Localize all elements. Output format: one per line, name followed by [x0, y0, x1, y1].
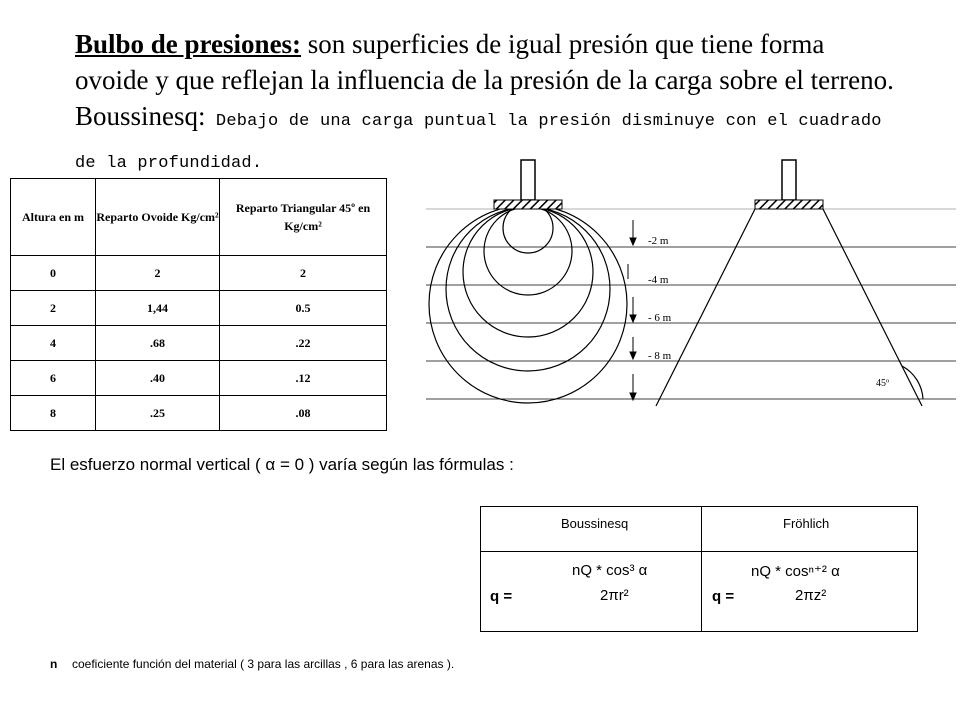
- frohlich-header: Fröhlich: [783, 516, 830, 531]
- table-cell: .12: [220, 361, 387, 396]
- table-cell: .22: [220, 326, 387, 361]
- footnote: [50, 657, 454, 671]
- bulb-circle: [446, 207, 610, 371]
- heading-definition: son superficies de igual presión que tiene forma ovoide y que reflejan la influencia de la presión de la carga sobre el terreno.: [75, 29, 894, 95]
- table-cell: .08: [220, 396, 387, 431]
- depth-label-2m: -2 m: [648, 235, 669, 247]
- depth-label-4m: -4 m: [648, 274, 669, 286]
- bulb-circle: [463, 207, 593, 337]
- table-cell: .25: [96, 396, 220, 431]
- formula-divider: [701, 507, 702, 631]
- boussinesq-term: Boussinesq:: [75, 101, 206, 131]
- load-footing: [755, 200, 823, 209]
- spread-line-right: [823, 209, 922, 406]
- load-column: [782, 160, 796, 200]
- left-load: [494, 160, 562, 209]
- depth-label-8m: - 8 m: [648, 350, 672, 362]
- bulb-circle: [484, 207, 572, 295]
- header-ovoide: Reparto Ovoide Kg/cm²: [96, 179, 220, 256]
- bulb-circle: [429, 205, 627, 403]
- boussinesq-header: Boussinesq: [561, 516, 629, 531]
- triangular-spread: [656, 209, 923, 406]
- boussinesq-denominator: 2πr²: [600, 587, 629, 604]
- boussinesq-q: q =: [490, 588, 513, 605]
- table-cell: 2: [96, 256, 220, 291]
- table-cell: 0.5: [220, 291, 387, 326]
- right-load: [755, 160, 823, 209]
- table-cell: 8: [11, 396, 96, 431]
- table-cell: 6: [11, 361, 96, 396]
- spread-line-left: [656, 209, 755, 406]
- table-cell: .40: [96, 361, 220, 396]
- formula-intro: El esfuerzo normal vertical ( α = 0 ) varía según las fórmulas :: [50, 455, 514, 474]
- footnote-text: coeficiente función del material ( 3 para las arcillas , 6 para las arenas ).: [72, 657, 455, 671]
- depth-label-6m: - 6 m: [648, 312, 672, 324]
- frohlich-numerator: nQ * cosⁿ⁺² α: [751, 563, 840, 580]
- load-footing: [494, 200, 562, 209]
- arrow-head: [630, 352, 636, 359]
- angle-arc: [902, 366, 923, 399]
- header-triangular: Reparto Triangular 45º en Kg/cm²: [220, 179, 387, 256]
- formula-divider: [481, 551, 917, 552]
- arrow-head: [630, 238, 636, 245]
- table-cell: .68: [96, 326, 220, 361]
- table-cell: 1,44: [96, 291, 220, 326]
- pressure-bulbs: [429, 203, 627, 403]
- boussinesq-numerator: nQ * cos³ α: [572, 562, 648, 579]
- load-column: [521, 160, 535, 200]
- table-cell: 0: [11, 256, 96, 291]
- frohlich-q: q =: [712, 588, 735, 605]
- heading-term: Bulbo de presiones:: [75, 29, 302, 59]
- header-altura: Altura en m: [11, 179, 96, 256]
- table-cell: 2: [220, 256, 387, 291]
- frohlich-denominator: 2πz²: [795, 587, 827, 604]
- table-cell: 4: [11, 326, 96, 361]
- arrow-head: [630, 315, 636, 322]
- angle-label: 45º: [876, 378, 890, 389]
- boussinesq-text: Debajo de una carga puntual la presión disminuye con el cuadrado de la profundidad.: [75, 112, 882, 173]
- table-cell: 2: [11, 291, 96, 326]
- formula-table: [480, 506, 918, 632]
- footnote-symbol: n: [50, 657, 58, 671]
